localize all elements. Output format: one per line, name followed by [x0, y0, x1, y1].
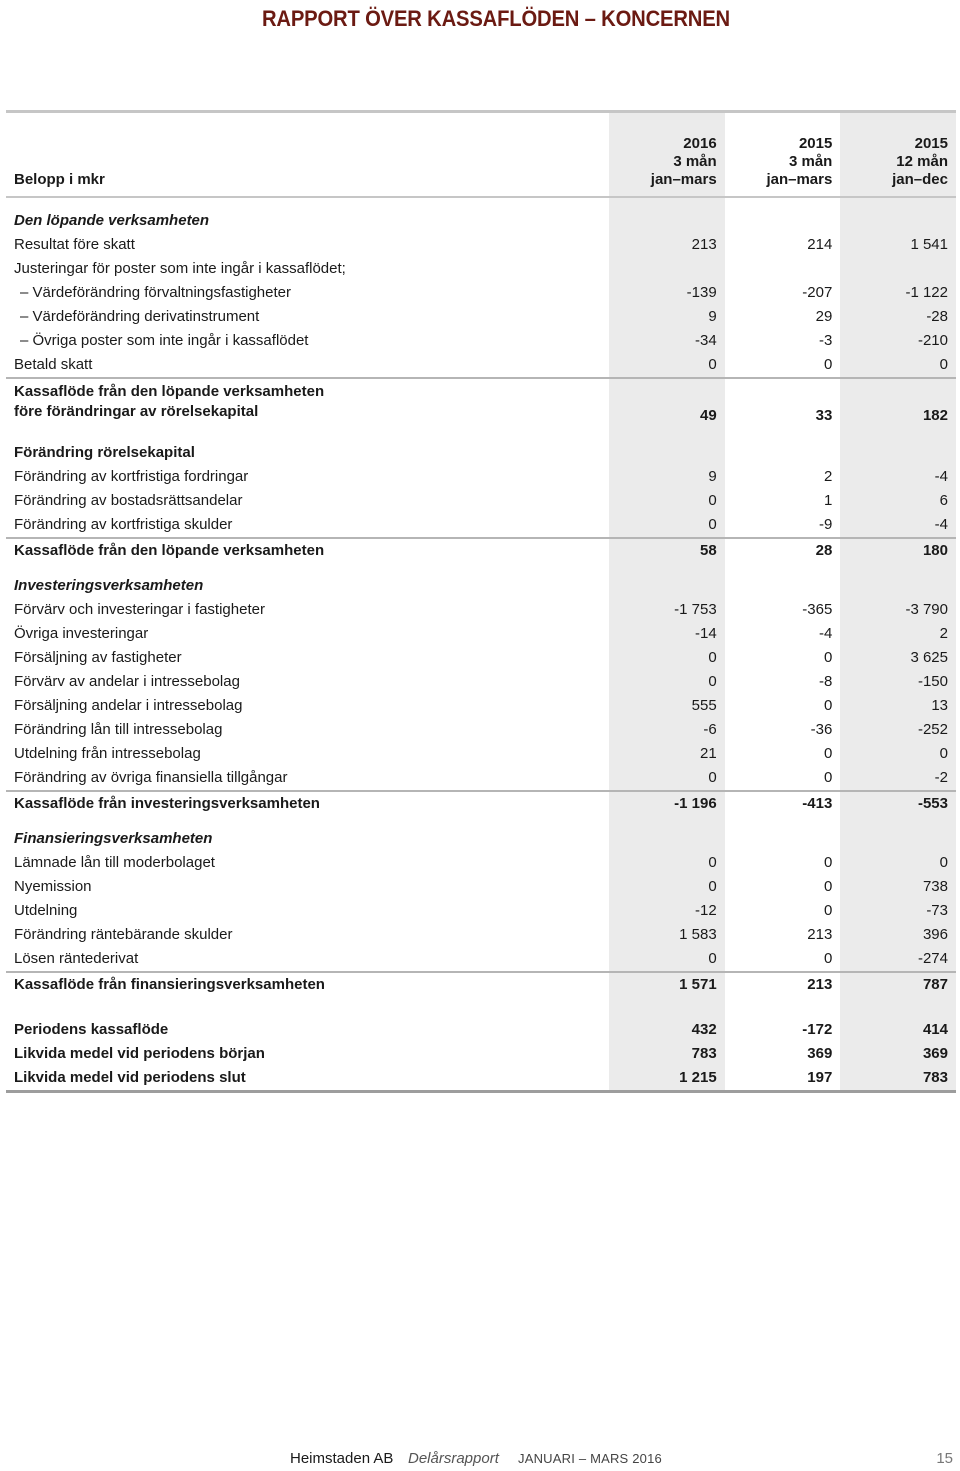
row-value: -210 [917, 332, 948, 349]
section-heading [6, 816, 956, 851]
table-header-row [6, 113, 956, 197]
subtotal-value: 180 [840, 538, 956, 563]
row-label: Nyemission [14, 878, 92, 895]
header-label: Belopp i mkr [14, 171, 105, 188]
subtotal-value: 49 [609, 378, 725, 430]
table-row [6, 489, 956, 513]
row-label: – Övriga poster som inte ingår i kassaflödet [20, 332, 309, 349]
row-value: -252 [917, 721, 948, 738]
row-value: 3 625 [910, 649, 948, 666]
row-label: Lämnade lån till moderbolaget [14, 854, 215, 871]
total-value: 1 215 [609, 1066, 725, 1092]
row-value: 6 [939, 492, 948, 509]
row-value: 0 [708, 878, 717, 895]
total-value: 369 [807, 1045, 833, 1062]
row-value: 0 [823, 745, 833, 762]
subtotal-value: -553 [840, 791, 956, 816]
row-value: 0 [939, 745, 948, 762]
header-col-2-period: jan–mars [766, 171, 833, 188]
row-value: 1 [823, 492, 833, 509]
header-col-1-year: 2016 [683, 135, 717, 152]
page-footer [290, 1449, 953, 1471]
total-label: Likvida medel vid periodens slut [6, 1066, 609, 1092]
row-value: 0 [708, 854, 717, 871]
spacer-row [6, 997, 956, 1018]
row-label: Resultat före skatt [14, 236, 135, 253]
section-label: Förändring rörelsekapital [14, 444, 195, 461]
table-row [6, 622, 956, 646]
total-label: Likvida medel vid periodens början [14, 1045, 265, 1062]
subtotal-row [6, 972, 956, 997]
subtotal-value: 33 [725, 378, 841, 430]
row-label: Förändring lån till intressebolag [14, 721, 223, 738]
row-value: -365 [802, 601, 833, 618]
row-value: -139 [686, 284, 717, 301]
row-value: -207 [802, 284, 833, 301]
row-value: -8 [818, 673, 833, 690]
total-value: 414 [922, 1021, 948, 1038]
row-value: -12 [694, 902, 717, 919]
row-label: Utdelning från intressebolag [14, 745, 201, 762]
table-row [6, 766, 956, 791]
section-label: Finansieringsverksamheten [14, 830, 213, 847]
table-row [6, 694, 956, 718]
subtotal-label: Kassaflöde från finansieringsverksamheten [6, 972, 609, 997]
table-row [6, 305, 956, 329]
table-row [6, 233, 956, 257]
row-value: -36 [810, 721, 833, 738]
header-col-3-year: 2015 [914, 135, 948, 152]
row-label: Förändring av kortfristiga skulder [14, 516, 233, 533]
row-label: Justeringar för poster som inte ingår i kassaflödet; [14, 260, 346, 277]
cash-flow-table-container [6, 110, 956, 1093]
subtotal-value: -1 196 [609, 791, 725, 816]
header-col-1-period: jan–mars [650, 171, 717, 188]
row-value: 213 [691, 236, 717, 253]
row-value: 2 [939, 625, 948, 642]
total-value: 197 [725, 1066, 841, 1092]
row-label: Förändring av övriga finansiella tillgångar [14, 769, 288, 786]
row-value: -274 [917, 950, 948, 967]
row-value: 9 [708, 468, 717, 485]
row-value: -28 [926, 308, 948, 325]
footer-report-type: Delårsrapport [408, 1450, 499, 1467]
cash-flow-table [6, 113, 956, 1093]
row-value: -14 [694, 625, 717, 642]
row-value: 1 583 [679, 926, 717, 943]
table-row [6, 353, 956, 378]
total-value: 783 [691, 1045, 717, 1062]
row-label: – Värdeförändring förvaltningsfastigheter [20, 284, 291, 301]
header-col-3-length: 12 mån [896, 153, 948, 170]
table-row [6, 742, 956, 766]
subtotal-label: Kassaflöde från den löpande verksamheten [6, 538, 609, 563]
row-value: -150 [917, 673, 948, 690]
row-label: Förändring av kortfristiga fordringar [14, 468, 249, 485]
row-value: 396 [922, 926, 948, 943]
row-value: 0 [823, 356, 833, 373]
subtotal-label-line-2: före förändringar av rörelsekapital [14, 403, 259, 420]
subtotal-label-line-1: Kassaflöde från den löpande verksamheten [14, 383, 325, 400]
row-value: 0 [823, 950, 833, 967]
subtotal-value: -413 [725, 791, 841, 816]
row-value: -9 [818, 516, 833, 533]
page-title: RAPPORT ÖVER KASSAFLÖDEN – KONCERNEN [262, 6, 730, 31]
table-row [6, 899, 956, 923]
row-label: Utdelning [14, 902, 78, 919]
table-row [6, 875, 956, 899]
subtotal-value: 787 [840, 972, 956, 997]
row-value: 0 [939, 356, 948, 373]
total-value: -172 [802, 1021, 833, 1038]
row-value: 0 [708, 769, 717, 786]
subtotal-row [6, 791, 956, 816]
row-value: -4 [818, 625, 833, 642]
row-value: 0 [708, 516, 717, 533]
table-row [6, 513, 956, 538]
row-value: 0 [823, 769, 833, 786]
row-label: Försäljning andelar i intressebolag [14, 697, 243, 714]
row-label: Försäljning av fastigheter [14, 649, 182, 666]
section-label: Investeringsverksamheten [14, 577, 204, 594]
header-col-3 [840, 113, 956, 197]
footer-company: Heimstaden AB [290, 1450, 394, 1467]
table-row [6, 329, 956, 353]
table-row [6, 281, 956, 305]
row-value: -3 [818, 332, 833, 349]
row-value: 1 541 [910, 236, 948, 253]
table-row [6, 947, 956, 972]
row-value: -34 [694, 332, 717, 349]
table-row [6, 923, 956, 947]
footer-period: JANUARI – MARS 2016 [518, 1451, 662, 1466]
row-value: 0 [823, 649, 833, 666]
header-col-1 [609, 113, 725, 197]
row-label: Förvärv av andelar i intressebolag [14, 673, 240, 690]
page-number: 15 [936, 1450, 953, 1467]
subtotal-row [6, 378, 956, 430]
row-value: -1 753 [674, 601, 717, 618]
table-row [6, 851, 956, 875]
row-label: Förändring av bostadsrättsandelar [14, 492, 243, 509]
row-value: 0 [823, 878, 833, 895]
total-row [6, 1018, 956, 1042]
table-row [6, 257, 956, 281]
total-row [6, 1066, 956, 1092]
row-value: -6 [703, 721, 717, 738]
row-value: -3 790 [905, 601, 948, 618]
table-row [6, 598, 956, 622]
subtotal-value: 213 [725, 972, 841, 997]
row-value: 0 [708, 673, 717, 690]
row-label: Förvärv och investeringar i fastigheter [14, 601, 265, 618]
row-value: -73 [926, 902, 948, 919]
row-value: -2 [934, 769, 948, 786]
row-value: -4 [934, 516, 948, 533]
row-label: Lösen räntederivat [14, 950, 139, 967]
row-label: Förändring räntebärande skulder [14, 926, 233, 943]
table-row [6, 646, 956, 670]
row-value: 2 [823, 468, 833, 485]
subtotal-value: 28 [725, 538, 841, 563]
header-col-2-length: 3 mån [788, 153, 833, 170]
table-row [6, 670, 956, 694]
row-value: 0 [708, 649, 717, 666]
subtotal-row [6, 538, 956, 563]
row-value: 213 [807, 926, 833, 943]
row-value: -1 122 [905, 284, 948, 301]
row-value: 738 [922, 878, 948, 895]
section-heading [6, 430, 956, 465]
row-value: 0 [708, 492, 717, 509]
row-value: 29 [815, 308, 833, 325]
row-value: 0 [823, 697, 833, 714]
row-value: 21 [699, 745, 717, 762]
row-value: -4 [934, 468, 948, 485]
row-label: Betald skatt [14, 356, 93, 373]
total-row [6, 1042, 956, 1066]
subtotal-value: 58 [609, 538, 725, 563]
row-value: 0 [823, 854, 833, 871]
section-label: Den löpande verksamheten [14, 212, 210, 229]
row-label: Övriga investeringar [14, 625, 149, 642]
header-col-2 [725, 113, 841, 197]
subtotal-value: 182 [840, 378, 956, 430]
row-value: 0 [823, 902, 833, 919]
subtotal-label: Kassaflöde från investeringsverksamheten [6, 791, 609, 816]
row-value: 555 [691, 697, 717, 714]
total-value: 369 [922, 1045, 948, 1062]
total-label: Periodens kassaflöde [14, 1021, 169, 1038]
section-heading [6, 563, 956, 598]
row-value: 0 [708, 356, 717, 373]
table-row [6, 718, 956, 742]
subtotal-label [6, 378, 609, 430]
row-value: 13 [931, 697, 948, 714]
table-row [6, 465, 956, 489]
section-heading [6, 197, 956, 233]
row-label: – Värdeförändring derivatinstrument [20, 308, 260, 325]
row-value: 0 [708, 950, 717, 967]
total-value: 432 [691, 1021, 717, 1038]
row-value: 0 [939, 854, 948, 871]
header-col-2-year: 2015 [798, 135, 833, 152]
row-value: 214 [807, 236, 833, 253]
subtotal-value: 1 571 [609, 972, 725, 997]
row-value: 9 [708, 308, 717, 325]
total-value: 783 [840, 1066, 956, 1092]
header-col-3-period: jan–dec [892, 171, 948, 188]
header-col-1-length: 3 mån [673, 153, 717, 170]
